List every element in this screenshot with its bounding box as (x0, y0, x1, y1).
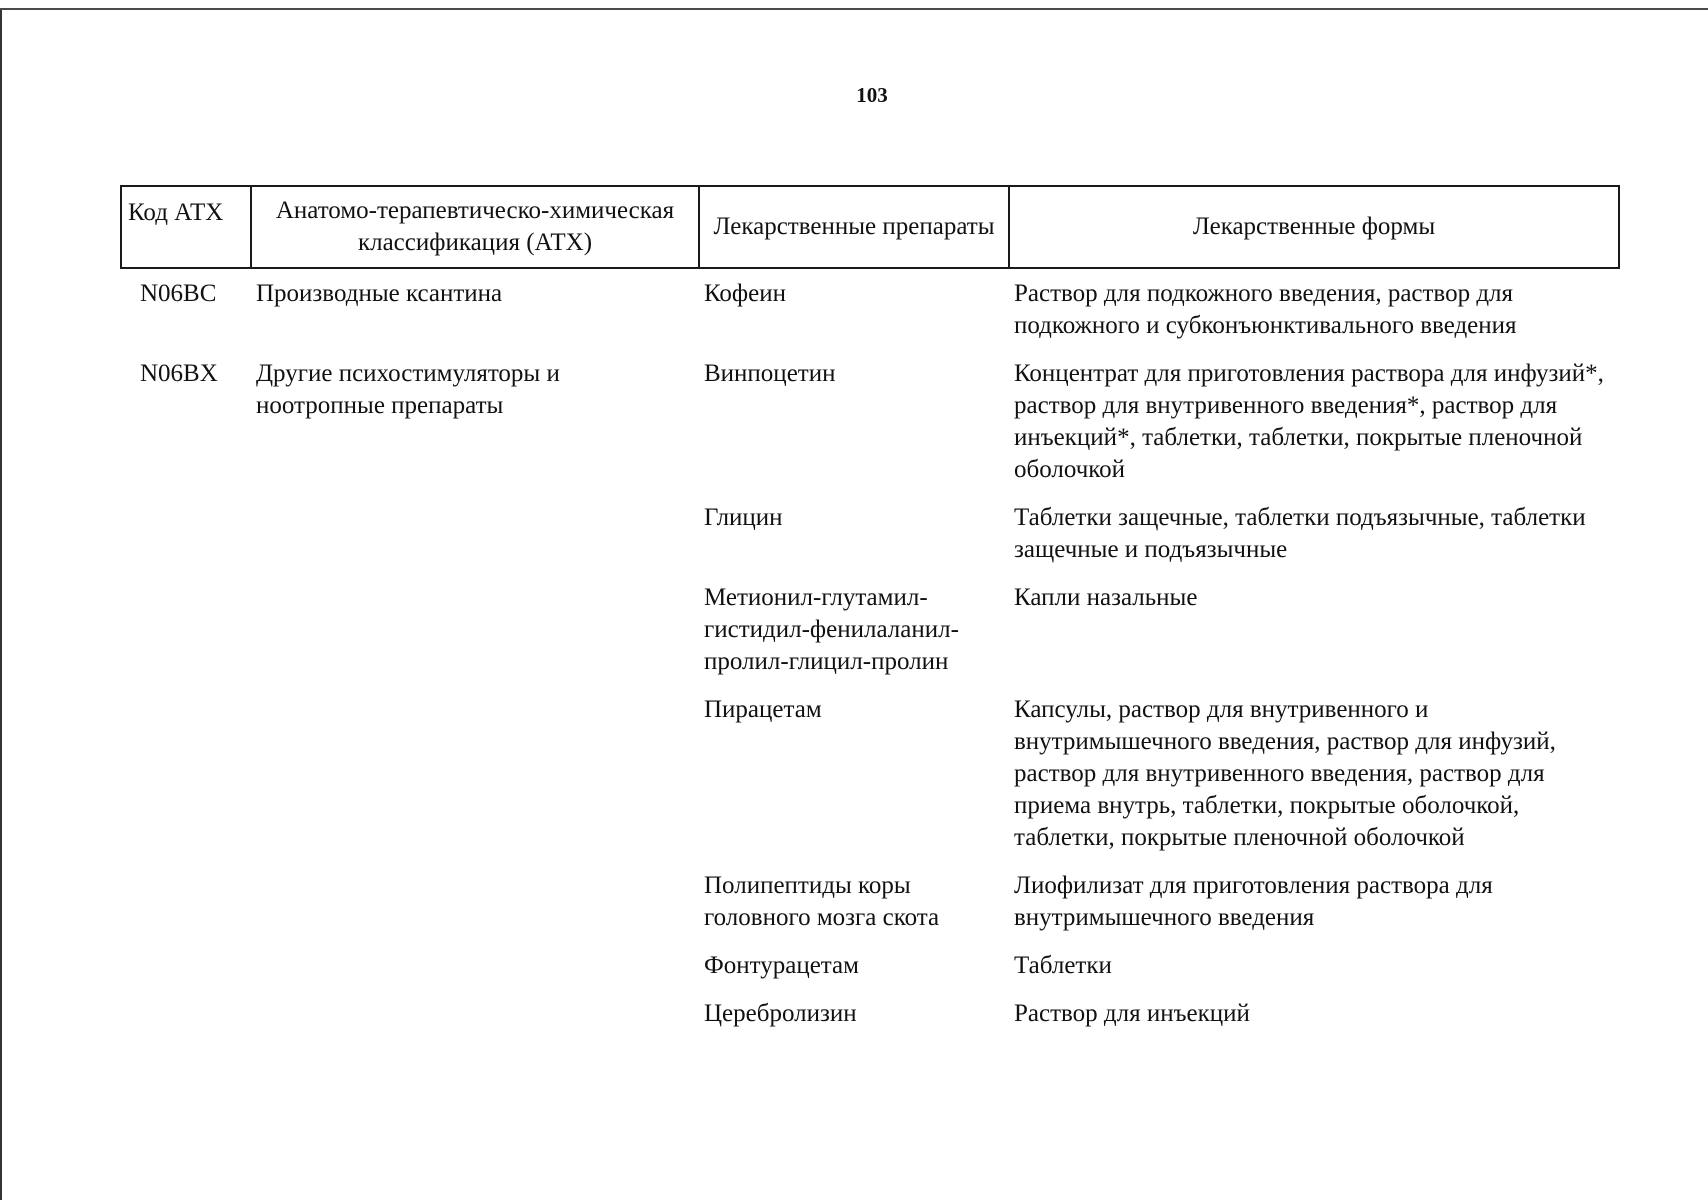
row-drug: Кофеин (704, 280, 786, 307)
row-forms: Капли назальные (1014, 584, 1198, 611)
row-drug: Церебролизин (704, 1000, 857, 1027)
table-row (120, 694, 1618, 870)
row-forms: Таблетки защечные, таблетки подъязычные, таблетки защечные и подъязычные (1014, 504, 1586, 563)
row-code (120, 870, 250, 950)
table-header (120, 185, 1620, 269)
table-row (120, 998, 1618, 1046)
row-code (120, 998, 250, 1046)
header-classification: Анатомо-терапевтическо-химическая классификация (АТХ) (251, 186, 699, 268)
rows-body (120, 278, 1618, 1046)
row-code (120, 694, 250, 870)
row-code: N06BX (140, 360, 218, 387)
row-code (120, 950, 250, 998)
row-code (120, 502, 250, 582)
header-code: Код АТХ (121, 186, 251, 268)
row-classification (250, 582, 698, 694)
row-drug: Глицин (704, 504, 783, 531)
row-classification (250, 694, 698, 870)
table-row (120, 950, 1618, 998)
row-classification (250, 998, 698, 1046)
row-classification (250, 870, 698, 950)
table-body (120, 278, 1618, 1046)
scan-edge-left (0, 10, 2, 1200)
table-row (120, 278, 1618, 358)
row-code: N06BC (140, 280, 217, 307)
header-row (121, 186, 1619, 268)
header-forms: Лекарственные формы (1009, 186, 1619, 268)
row-forms: Концентрат для приготовления раствора для инфузий*, раствор для внутривенного введения*, раствор для инъекций*, таблетки, таблетки, покрытые пленочной оболочкой (1014, 360, 1604, 483)
table-row (120, 358, 1618, 502)
row-classification (250, 502, 698, 582)
row-drug: Метионил-глутамил-гистидил-фенилаланил-пролил-глицил-пролин (704, 584, 959, 675)
row-forms: Раствор для подкожного введения, раствор для подкожного и субконъюнктивального введения (1014, 280, 1517, 339)
header-drugs: Лекарственные препараты (699, 186, 1009, 268)
row-drug: Фонтурацетам (704, 952, 859, 979)
scan-edge-top (0, 0, 1708, 10)
row-classification: Производные ксантина (256, 280, 503, 307)
row-drug: Винпоцетин (704, 360, 836, 387)
row-forms: Капсулы, раствор для внутривенного и внутримышечного введения, раствор для инфузий, раствор для внутривенного введения, раствор для приема внутрь, таблетки, покрытые оболочкой, таблетки, покрытые пленочной оболочкой (1014, 696, 1556, 851)
row-classification: Другие психостимуляторы и ноотропные препараты (256, 360, 560, 419)
row-classification (250, 950, 698, 998)
row-drug: Полипептиды коры головного мозга скота (704, 872, 940, 931)
row-forms: Таблетки (1014, 952, 1112, 979)
row-forms: Раствор для инъекций (1014, 1000, 1250, 1027)
table-row (120, 582, 1618, 694)
table-row (120, 870, 1618, 950)
row-drug: Пирацетам (704, 696, 822, 723)
row-code (120, 582, 250, 694)
page-number: 103 (856, 83, 888, 107)
row-forms: Лиофилизат для приготовления раствора для внутримышечного введения (1014, 872, 1493, 931)
table-row (120, 502, 1618, 582)
